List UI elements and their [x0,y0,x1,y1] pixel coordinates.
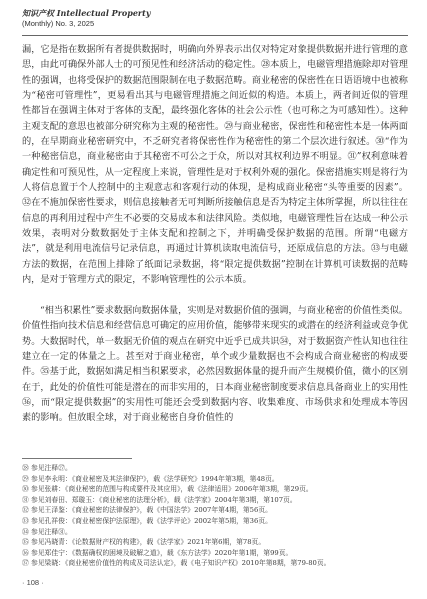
footnote: ㉚ 参见张耕：《商业秘密的范围与构成要件及其应用》，载《法律适用》2006年第3期，第29页。 [22,485,313,494]
footnote: ㉝ 参见孔祥俊：《商业秘密保护法原理》，载《法学评论》2002年第5期，第36页。 [22,516,272,525]
running-header [22,8,151,29]
footnote: ㉙ 参见李永明：《商业秘密及其法律保护》，载《法学研究》1994年第3期，第48页。 [22,474,279,483]
header-divider [22,35,408,36]
footnote: ㊲ 参见梁晓：《商业秘密价值性的构成及司法认定》，载《电子知识产权》2010年第8期，第79-80页。 [22,559,331,568]
page-number: · 108 · [22,578,44,587]
footnotes [22,458,408,569]
footnote: ㉛ 参见刘春田、郑璇玉：《商业秘密的法理分析》，载《法学家》2004年第3期，第107页。 [22,495,297,504]
footnote: ㉞ 参见注释㉛。 [22,527,72,536]
journal-title: 知识产权 Intellectual Property [22,8,151,18]
footnote: ㉜ 参见王泽鉴：《商业秘密的法律保护》，载《中国法学》2007年第4期，第56页。 [22,506,272,515]
paragraph-2: “相当积累性”要求数据向数据体量，实则是对数据价值的强调，与商业秘密的价值性类似。价值性指向技术信息和经营信息可确定的应用价值，能够带来现实的或潜在的经济利益或竞争优势。大数据时代，单一数据无价值的观点在研究中近乎已成共识㉞，对于数据资产性认知也往往建立在一定的体量之上。甚至对于商业秘密，单个或少量数据也不会构成合商业秘密的构成要件。㉟基于此，数据如满足相当积累要求，必然因数据体量的提升而产生规模价值，微小的区别在于，此处的价值性可能是潜在的而非实用的，日本商业秘密制度要求信息具备商业上的实用性㊱，而“限定提供数据”的实用性可能还会受到数据内容、收集难度、市场供求和处理成本等因素的影响。但放眼全球，对于商业秘密自身价值性的 [22,304,408,424]
paragraph-1: 漏，它是指在数据所有者提供数据时，明确向外界表示出仅对特定对象提供数据并进行管理的意思，由此可确保外部人士的可预见性和经济活动的稳定性。㉘本质上，电磁管理措施除却对管理性的强调，也将受保护的数据范围限制在电子数据范畴。商业秘密的保密性在日语语境中也被称为“秘密可管理性”，更易看出其与电磁管理措施之间近似的构造。本质上，两者间近似的管理性都旨在强调主体对于客体的支配，最终强化客体的社会公示性（也可称之为可感知性）。这种主观支配的意思也被部分研究称为主观的秘密性。㉙与商业秘密，保密性和秘密性本是一体两面的，在早期商业秘密研究中，不乏研究者将保密性作为秘密性的第二个层次进行叙述。㉚“作为一种秘密信息，商业秘密由于其秘密不可公之于众，所以对其权利边界不明显。㉛”权利意味着确定性和可预见性，从一定程度上来说，管理性是对于权利外观的强化。保密措施实则是将行为人将信息置于个人控制中的主观意志和客观行动的体现，是构成商业秘密“头等重要的因素”。㉜在不施加保密性要求，则信息接触者无可判断所接触信息是否为特定主体所掌握，所以往往在信息的再利用过程中产生不必要的交易成本和法律风险。类似地，电磁管理性旨在达成一种公示效果，表明对分数数据处于主体支配和控制之下，并明确受保护数据的范围。所谓“电磁方法”，就是利用电流信号记录信息，再通过计算机读取电流信号，还原成信息的方法。㉝与电磁方法的数据，在范围上排除了纸面记录数据，将“限定提供数据”控制在计算机可读数据的范畴内，是对于管理方式的限定，不影响管理性的公示本质。 [22,44,408,286]
body-text [22,42,408,426]
footnote: ㊱ 参见郑佳宁：《数据确权的困境及破解之道》，载《东方法学》2020年第1期，第99页。 [22,548,293,557]
footnote-divider [22,458,132,459]
issue-number: (Monthly) No. 3, 2025 [22,19,95,28]
footnote: ㉟ 参见冯晓青：《论数据财产权的构建》，载《法学家》2021年第6期，第78页。 [22,538,266,547]
footnote: ㉘ 参见注释㉗。 [22,464,72,472]
